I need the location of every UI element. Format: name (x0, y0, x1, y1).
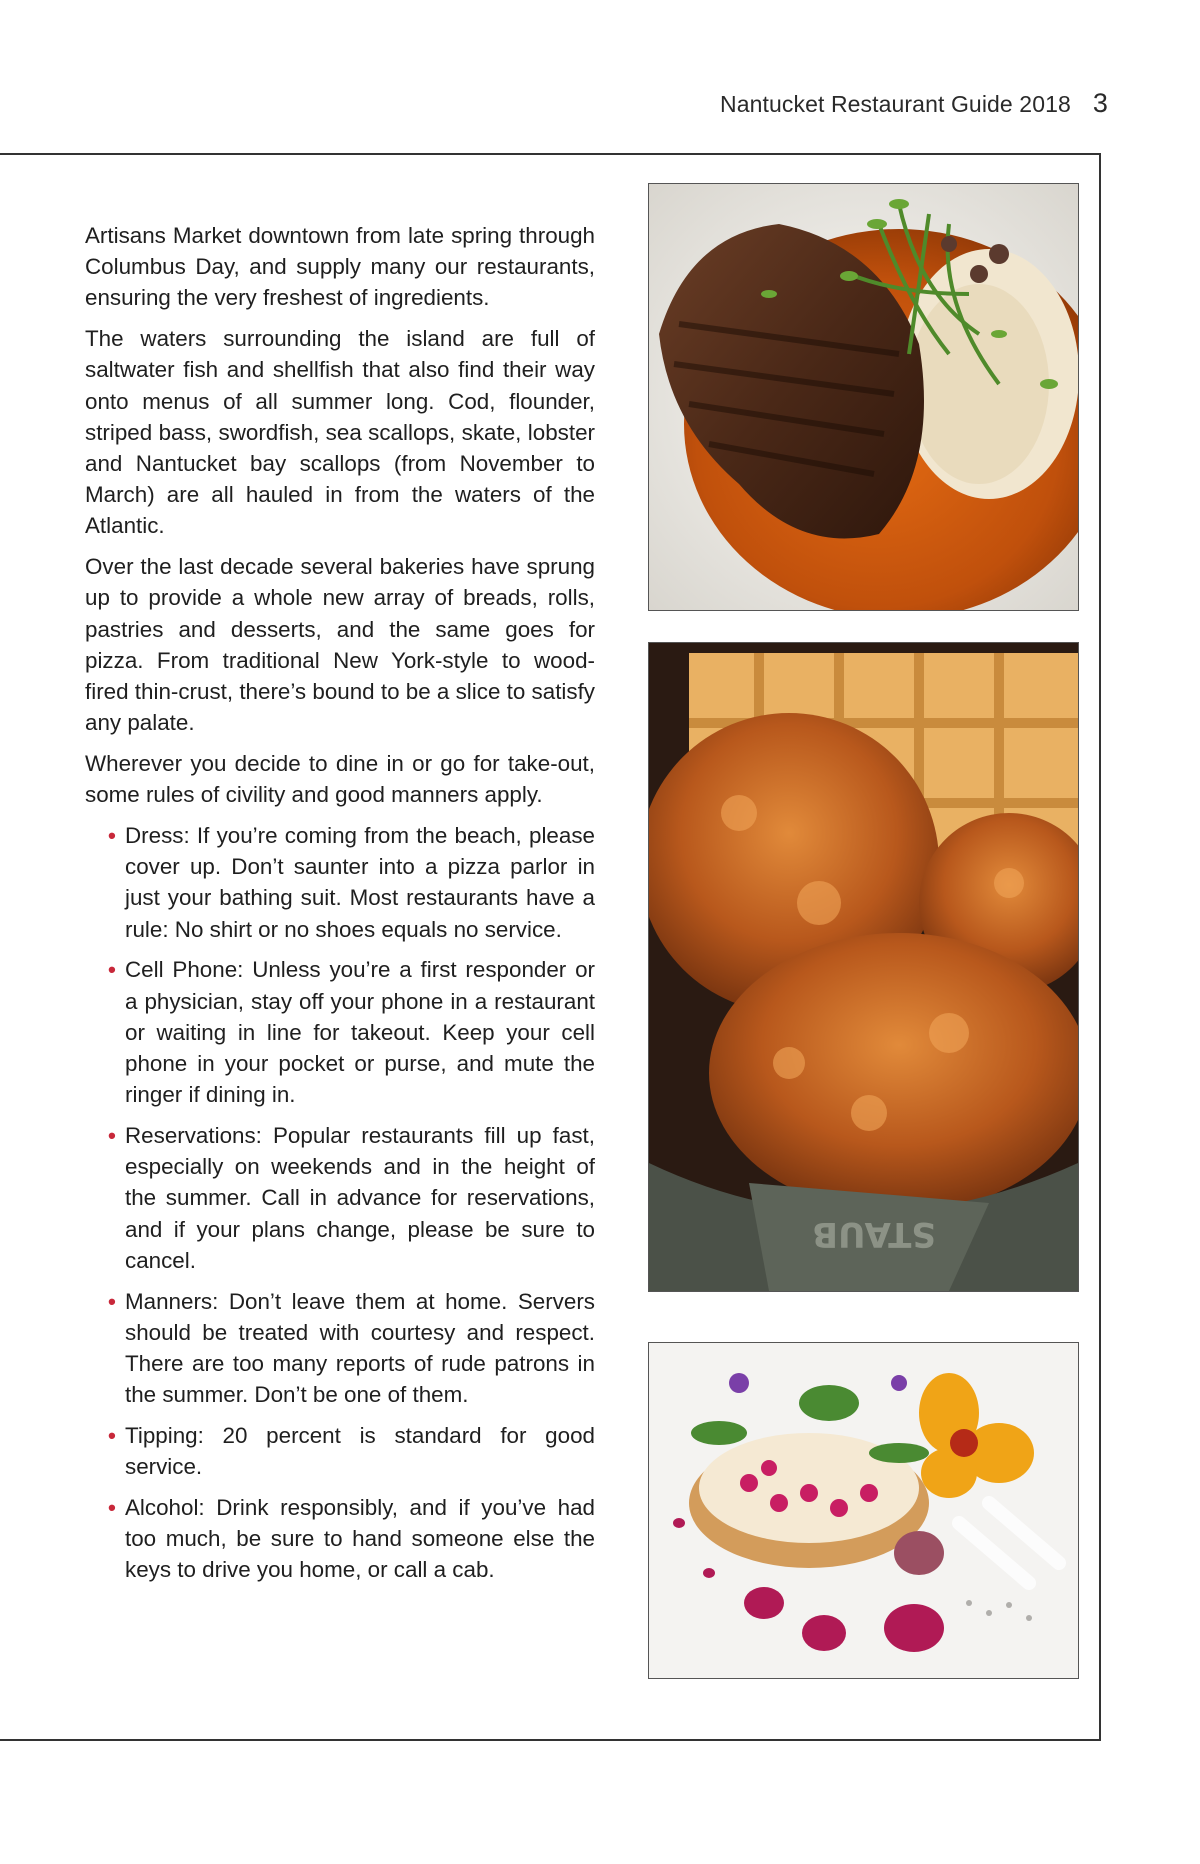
chicken-waffles-photo (648, 642, 1079, 1292)
guide-title: Nantucket Restaurant Guide 2018 (720, 91, 1071, 117)
tart-illustration (649, 1343, 1078, 1678)
rule-cell-phone: • Cell Phone: Unless you’re a first responder or a physician, stay off your phone in a restaurant or waiting in line for takeout. Keep your cell phone in your pocket or purse, and mute the ringer if dining in. (125, 954, 595, 1110)
bullet-icon: • (108, 1123, 116, 1149)
chicken-illustration (649, 643, 1078, 1291)
rule-manners: • Manners: Don’t leave them at home. Servers should be treated with courtesy and respect. There are too many reports of rude patrons in the summer. Don’t be one of them. (125, 1286, 595, 1411)
steak-dish-photo (648, 183, 1079, 611)
page-number: 3 (1092, 88, 1108, 118)
rule-reservations: • Reservations: Popular restaurants fill up fast, especially on weekends and in the height of the summer. Call in advance for reservations, and if your plans change, please be sure to cancel. (125, 1120, 595, 1276)
pot-brand-text: STAUB (812, 1214, 936, 1254)
running-head (720, 88, 1108, 119)
bullet-icon: • (108, 957, 116, 983)
paragraph-market: Artisans Market downtown from late spring through Columbus Day, and supply many our restaurants, ensuring the very freshest of ingredients. (85, 223, 595, 311)
paragraph-bakeries: Over the last decade several bakeries have sprung up to provide a whole new array of breads, rolls, pastries and desserts, and the same goes for pizza. From traditional New York-style to wood-fired thin-crust, there’s bound to be a slice to satisfy any palate. (85, 554, 595, 736)
rule-tipping: • Tipping: 20 percent is standard for good service. (125, 1420, 595, 1482)
steak-illustration (649, 184, 1078, 610)
rule-alcohol: • Alcohol: Drink responsibly, and if you’ve had too much, be sure to hand someone else the keys to drive you home, or call a cab. (125, 1492, 595, 1586)
rule-dress: • Dress: If you’re coming from the beach, please cover up. Don’t saunter into a pizza parlor in just your bathing suit. Most restaurants have a rule: No shirt or no shoes equals no service. (125, 820, 595, 945)
bullet-icon: • (108, 1495, 116, 1521)
paragraph-seafood: The waters surrounding the island are full of saltwater fish and shellfish that also find their way onto menus of all summer long. Cod, flounder, striped bass, swordfish, sea scallops, skate, lobster and Nantucket bay scallops (from November to March) are all hauled in from the waters of the Atlantic. (85, 326, 595, 539)
bullet-icon: • (108, 823, 116, 849)
paragraph-etiquette-intro: Wherever you decide to dine in or go for take-out, some rules of civility and good manners apply. (85, 751, 595, 808)
tart-dish-photo (648, 1342, 1079, 1679)
etiquette-rules-list (85, 820, 595, 1586)
article-body (85, 220, 595, 1595)
bullet-icon: • (108, 1288, 116, 1314)
bullet-icon: • (108, 1423, 116, 1449)
